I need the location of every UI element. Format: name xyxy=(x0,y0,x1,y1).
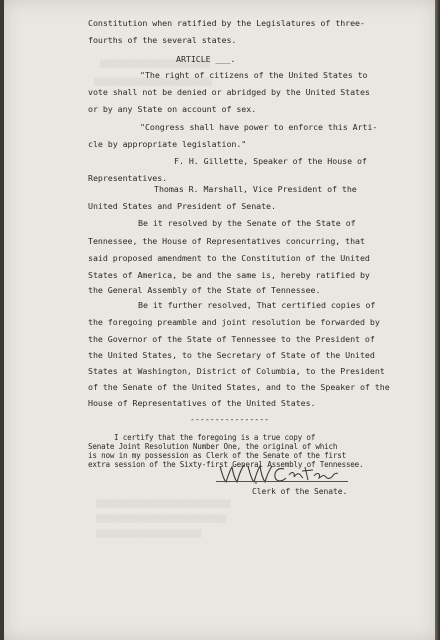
certification-line: I certify that the foregoing is a true copy of xyxy=(114,433,316,442)
body-line: cle by appropriate legislation." xyxy=(88,139,247,149)
handwritten-signature xyxy=(214,458,374,488)
body-line: the General Assembly of the State of Tennessee. xyxy=(88,285,321,295)
body-line: Thomas R. Marshall, Vice President of the xyxy=(154,184,357,194)
bleed-through-text: ▒▒▒▒▒▒▒▒▒▒▒▒▒▒▒▒▒▒▒▒▒▒▒▒▒ xyxy=(96,530,202,538)
body-line: States at Washington, District of Columbia, to the President xyxy=(88,366,385,376)
body-line: States of America, be and the same is, hereby ratified by xyxy=(88,270,370,280)
body-line: Tennessee, the House of Representatives concurring, that xyxy=(88,236,365,246)
body-line: or by any State on account of sex. xyxy=(88,104,257,114)
signer-title: Clerk of the Senate. xyxy=(252,487,348,496)
certification-line: extra session of the Sixty-first General Assembly of Tennessee. xyxy=(88,460,364,469)
body-line: "The right of citizens of the United States to xyxy=(140,70,368,80)
bleed-through-text: ▒▒▒▒▒▒▒▒▒▒▒▒▒▒▒▒▒▒▒▒▒▒▒▒▒▒▒▒ xyxy=(94,78,213,86)
body-line: of the Senate of the United States, and to the Speaker of the xyxy=(88,382,390,392)
bleed-through-text: ▒▒▒▒▒▒▒▒▒▒▒▒▒▒▒▒▒▒▒▒▒▒▒▒▒▒▒▒▒▒▒ xyxy=(96,515,227,523)
certification-line: is now in my possession as Clerk of the Senate of the first xyxy=(88,451,346,460)
certification-line: Senate Joint Resolution Number One, the original of which xyxy=(88,442,338,451)
bleed-through-text: ▒▒▒▒▒▒▒▒▒▒▒▒▒▒▒▒▒▒▒▒▒▒▒▒▒▒ xyxy=(100,60,210,68)
body-line: vote shall not be denied or abridged by the United States xyxy=(88,87,370,97)
body-line: the United States, to the Secretary of State of the United xyxy=(88,350,375,360)
body-line: Be it resolved by the Senate of the State of xyxy=(138,218,356,228)
body-line: United States and President of Senate. xyxy=(88,201,276,211)
body-line: fourths of the several states. xyxy=(88,35,237,45)
body-line: House of Representatives of the United States. xyxy=(88,398,316,408)
body-line: said proposed amendment to the Constitution of the United xyxy=(88,253,370,263)
body-line: the Governor of the State of Tennessee to the President of xyxy=(88,334,375,344)
body-line: Representatives. xyxy=(88,173,168,183)
body-line: "Congress shall have power to enforce this Arti- xyxy=(140,122,378,132)
section-divider: ---------------- xyxy=(190,414,270,424)
signature-line xyxy=(216,481,348,482)
body-line: Be it further resolved, That certified copies of xyxy=(138,300,376,310)
article-heading: ARTICLE ___. xyxy=(176,54,236,64)
body-line: F. H. Gillette, Speaker of the House of xyxy=(174,156,367,166)
body-line: Constitution when ratified by the Legislatures of three- xyxy=(88,18,365,28)
page-edge-shadow xyxy=(435,0,440,640)
body-line: the foregoing preamble and joint resolution be forwarded by xyxy=(88,317,380,327)
document-page xyxy=(4,0,436,640)
bleed-through-text: ▒▒▒▒▒▒▒▒▒▒▒▒▒▒▒▒▒▒▒▒▒▒▒▒▒▒▒▒▒▒▒▒ xyxy=(96,500,231,508)
